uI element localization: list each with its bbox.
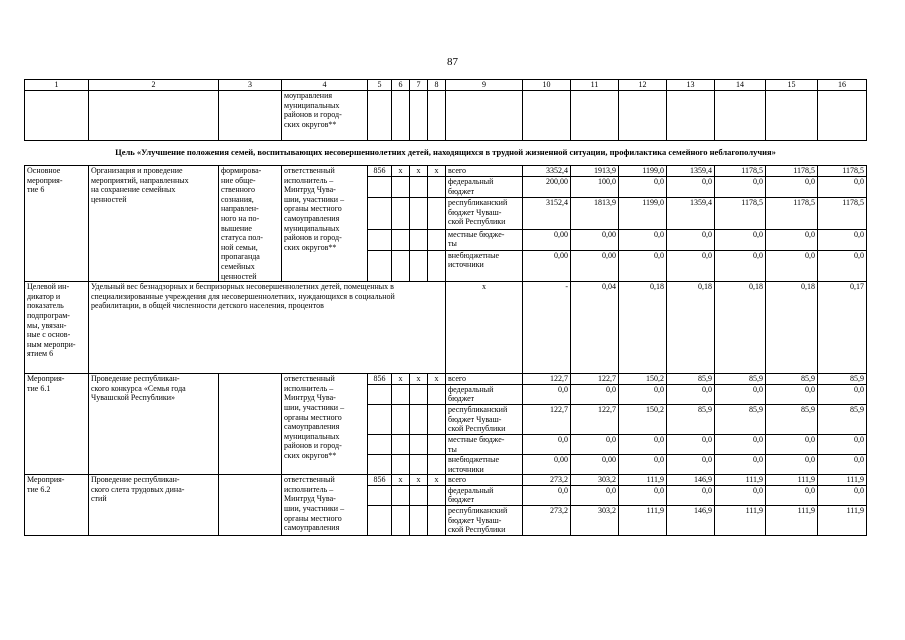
column-number-11: 11 xyxy=(571,80,619,91)
empty-cell xyxy=(392,485,410,505)
empty-cell xyxy=(410,177,428,198)
funding-value: 0,0 xyxy=(667,250,715,281)
funding-value: 0,0 xyxy=(619,485,667,505)
code-x: x xyxy=(410,166,428,177)
funding-value: 0,00 xyxy=(523,455,571,475)
funding-value: 111,9 xyxy=(715,506,766,536)
funding-value: 0,0 xyxy=(619,177,667,198)
funding-value: 122,7 xyxy=(523,404,571,434)
funding-value: 0,0 xyxy=(667,485,715,505)
empty-cell xyxy=(410,485,428,505)
funding-source: республиканский бюджет Чуваш- ской Республики xyxy=(446,198,523,229)
code-x: x xyxy=(428,374,446,385)
funding-value: 122,7 xyxy=(523,374,571,385)
funding-source: всего xyxy=(446,374,523,385)
funding-value: 1359,4 xyxy=(667,198,715,229)
funding-value: 85,9 xyxy=(818,374,867,385)
activity-6-1-name: Проведение республикан- ского конкурса «Семья года Чувашской Республики» xyxy=(89,374,219,475)
empty-cell xyxy=(410,250,428,281)
empty-cell xyxy=(428,485,446,505)
table-row xyxy=(25,141,867,166)
empty-cell xyxy=(428,198,446,229)
empty-cell xyxy=(368,250,392,281)
code-x: x xyxy=(392,166,410,177)
empty-cell xyxy=(428,250,446,281)
empty-cell xyxy=(368,198,392,229)
empty-cell xyxy=(410,229,428,250)
table-row xyxy=(25,80,867,91)
empty-cell xyxy=(392,404,410,434)
empty-cell xyxy=(715,91,766,141)
empty-cell xyxy=(523,91,571,141)
table-row xyxy=(25,475,867,486)
empty-cell xyxy=(410,506,428,536)
funding-value: 0,0 xyxy=(766,229,818,250)
funding-value: 0,0 xyxy=(619,455,667,475)
column-number-7: 7 xyxy=(410,80,428,91)
funding-value: 0,0 xyxy=(818,229,867,250)
funding-value: 111,9 xyxy=(715,475,766,486)
activity-6-name: Организация и проведение мероприятий, направленных на сохранение семейных ценностей xyxy=(89,166,219,282)
column-number-14: 14 xyxy=(715,80,766,91)
empty-cell xyxy=(392,250,410,281)
funding-value: 1178,5 xyxy=(818,166,867,177)
column-number-8: 8 xyxy=(428,80,446,91)
funding-value: 1178,5 xyxy=(715,166,766,177)
funding-value: 0,0 xyxy=(818,434,867,454)
empty-cell xyxy=(619,91,667,141)
funding-value: 0,0 xyxy=(667,434,715,454)
funding-value: 1178,5 xyxy=(766,166,818,177)
funding-value: 0,00 xyxy=(571,455,619,475)
funding-value: 0,0 xyxy=(818,485,867,505)
funding-value: 0,00 xyxy=(571,250,619,281)
grbs-code: 856 xyxy=(368,475,392,486)
code-x: x xyxy=(410,374,428,385)
funding-value: 0,0 xyxy=(571,384,619,404)
indicator-value: 0,18 xyxy=(715,282,766,374)
funding-value: 0,0 xyxy=(715,434,766,454)
code-x: x xyxy=(428,166,446,177)
funding-source: всего xyxy=(446,166,523,177)
funding-value: 111,9 xyxy=(619,506,667,536)
empty-cell xyxy=(428,384,446,404)
funding-value: 0,00 xyxy=(523,229,571,250)
column-number-2: 2 xyxy=(89,80,219,91)
column-number-12: 12 xyxy=(619,80,667,91)
empty-cell xyxy=(368,91,392,141)
column-number-16: 16 xyxy=(818,80,867,91)
funding-value: 273,2 xyxy=(523,475,571,486)
funding-value: 0,0 xyxy=(766,250,818,281)
code-x: x xyxy=(392,374,410,385)
empty-cell xyxy=(428,91,446,141)
funding-value: 0,0 xyxy=(667,177,715,198)
code-x: x xyxy=(392,475,410,486)
funding-value: 122,7 xyxy=(571,404,619,434)
funding-value: 3152,4 xyxy=(523,198,571,229)
funding-value: 0,0 xyxy=(715,250,766,281)
funding-value: 146,9 xyxy=(667,506,715,536)
funding-source: местные бюдже- ты xyxy=(446,434,523,454)
empty-cell xyxy=(410,91,428,141)
column-number-4: 4 xyxy=(282,80,368,91)
empty-cell xyxy=(368,177,392,198)
indicator-value: 0,18 xyxy=(619,282,667,374)
activity-6-1-code: Мероприя- тие 6.1 xyxy=(25,374,89,475)
funding-value: 303,2 xyxy=(571,506,619,536)
funding-value: 0,0 xyxy=(766,455,818,475)
funding-value: 3352,4 xyxy=(523,166,571,177)
funding-value: 0,0 xyxy=(667,384,715,404)
empty-cell xyxy=(368,455,392,475)
code-x: x xyxy=(428,475,446,486)
column-number-1: 1 xyxy=(25,80,89,91)
funding-value: 85,9 xyxy=(667,374,715,385)
funding-value: 0,0 xyxy=(619,250,667,281)
funding-value: 85,9 xyxy=(715,374,766,385)
activity-6-2-goal-link xyxy=(219,475,282,536)
empty-cell xyxy=(25,91,89,141)
activity-6-2-executor: ответственный исполнитель – Минтруд Чува- шии, участники – органы местного самоуправления xyxy=(282,475,368,536)
funding-value: 0,0 xyxy=(571,485,619,505)
funding-value: 150,2 xyxy=(619,374,667,385)
table-row xyxy=(25,374,867,385)
empty-cell xyxy=(667,91,715,141)
funding-value: 146,9 xyxy=(667,475,715,486)
funding-value: 111,9 xyxy=(818,506,867,536)
funding-value: 0,0 xyxy=(818,177,867,198)
empty-cell xyxy=(392,177,410,198)
funding-value: 111,9 xyxy=(766,506,818,536)
empty-cell xyxy=(368,434,392,454)
activity-6-2-code: Мероприя- тие 6.2 xyxy=(25,475,89,536)
executor-cell: моуправления муниципальных районов и город- ских округов** xyxy=(282,91,368,141)
funding-value: 1913,9 xyxy=(571,166,619,177)
empty-cell xyxy=(392,91,410,141)
empty-cell xyxy=(410,404,428,434)
funding-value: 150,2 xyxy=(619,404,667,434)
empty-cell xyxy=(392,198,410,229)
code-x: x xyxy=(410,475,428,486)
indicator-value: 0,18 xyxy=(667,282,715,374)
funding-value: 0,0 xyxy=(619,384,667,404)
page-number: 87 xyxy=(447,56,458,68)
empty-cell xyxy=(392,506,410,536)
funding-value: 200,00 xyxy=(523,177,571,198)
funding-value: 0,0 xyxy=(766,177,818,198)
indicator-text: Удельный вес безнадзорных и беспризорных несовершеннолетних детей, помещенных в специализированные учреждения для несовершеннолетних, нуждающихся в социальной реабилитации, в общей численности детского населения, процентов xyxy=(89,282,446,374)
empty-cell xyxy=(368,404,392,434)
funding-value: 111,9 xyxy=(818,475,867,486)
activity-6-1-executor: ответственный исполнитель – Минтруд Чува- шии, участники – органы местного самоуправления муниципальных районов и город- ских округов** xyxy=(282,374,368,475)
funding-value: 1199,0 xyxy=(619,166,667,177)
empty-cell xyxy=(410,198,428,229)
indicator-value: 0,04 xyxy=(571,282,619,374)
funding-value: 0,0 xyxy=(523,384,571,404)
indicator-value: - xyxy=(523,282,571,374)
funding-source: федеральный бюджет xyxy=(446,384,523,404)
funding-value: 111,9 xyxy=(766,475,818,486)
indicator-label: Целевой ин- дикатор и показатель подпрограм- мы, увязан- ные с основ- ным меропри- ятием 6 xyxy=(25,282,89,374)
funding-value: 303,2 xyxy=(571,475,619,486)
indicator-value: 0,18 xyxy=(766,282,818,374)
empty-cell xyxy=(571,91,619,141)
funding-source: внебюджетные источники xyxy=(446,455,523,475)
goal-title: Цель «Улучшение положения семей, воспитывающих несовершеннолетних детей, находящихся в трудной жизненной ситуации, профилактика семейного неблагополучия» xyxy=(25,141,867,166)
funding-value: 111,9 xyxy=(619,475,667,486)
program-table xyxy=(24,79,867,536)
funding-source: республиканский бюджет Чуваш- ской Республики xyxy=(446,404,523,434)
funding-source: республиканский бюджет Чуваш- ской Республики xyxy=(446,506,523,536)
table-row xyxy=(25,91,867,141)
funding-value: 1178,5 xyxy=(766,198,818,229)
funding-value: 0,0 xyxy=(818,250,867,281)
empty-cell xyxy=(446,91,523,141)
indicator-value: 0,17 xyxy=(818,282,867,374)
column-number-15: 15 xyxy=(766,80,818,91)
funding-value: 0,0 xyxy=(766,384,818,404)
funding-value: 0,0 xyxy=(715,455,766,475)
empty-cell xyxy=(392,384,410,404)
program-table-container xyxy=(24,79,866,536)
funding-value: 273,2 xyxy=(523,506,571,536)
funding-value: 0,0 xyxy=(619,434,667,454)
empty-cell xyxy=(89,91,219,141)
activity-6-goal-link: формирова- ние обще- ственного сознания, направлен- ного на по- вышение статуса пол- ной семьи, пропаганда семейных ценностей xyxy=(219,166,282,282)
funding-value: 0,0 xyxy=(715,229,766,250)
column-number-13: 13 xyxy=(667,80,715,91)
empty-cell xyxy=(428,434,446,454)
funding-value: 0,0 xyxy=(818,455,867,475)
funding-value: 85,9 xyxy=(766,404,818,434)
table-row xyxy=(25,166,867,177)
column-number-3: 3 xyxy=(219,80,282,91)
funding-value: 0,0 xyxy=(667,455,715,475)
funding-value: 0,0 xyxy=(715,485,766,505)
funding-value: 0,0 xyxy=(619,229,667,250)
funding-value: 0,0 xyxy=(523,485,571,505)
funding-value: 85,9 xyxy=(667,404,715,434)
funding-value: 1813,9 xyxy=(571,198,619,229)
empty-cell xyxy=(428,229,446,250)
table-row xyxy=(25,282,867,374)
empty-cell xyxy=(392,455,410,475)
grbs-code: 856 xyxy=(368,374,392,385)
funding-value: 100,0 xyxy=(571,177,619,198)
funding-value: 0,0 xyxy=(523,434,571,454)
empty-cell xyxy=(766,91,818,141)
funding-value: 0,00 xyxy=(523,250,571,281)
column-number-5: 5 xyxy=(368,80,392,91)
empty-cell xyxy=(368,506,392,536)
funding-value: 1359,4 xyxy=(667,166,715,177)
funding-value: 85,9 xyxy=(766,374,818,385)
funding-source: всего xyxy=(446,475,523,486)
funding-source: местные бюдже- ты xyxy=(446,229,523,250)
empty-cell xyxy=(368,384,392,404)
funding-value: 0,00 xyxy=(571,229,619,250)
empty-cell xyxy=(818,91,867,141)
column-number-9: 9 xyxy=(446,80,523,91)
empty-cell xyxy=(368,485,392,505)
funding-value: 0,0 xyxy=(571,434,619,454)
empty-cell xyxy=(392,434,410,454)
empty-cell xyxy=(410,455,428,475)
funding-value: 85,9 xyxy=(715,404,766,434)
empty-cell xyxy=(428,455,446,475)
funding-value: 0,0 xyxy=(818,384,867,404)
empty-cell xyxy=(428,506,446,536)
funding-value: 122,7 xyxy=(571,374,619,385)
empty-cell xyxy=(219,91,282,141)
empty-cell xyxy=(410,434,428,454)
column-number-10: 10 xyxy=(523,80,571,91)
empty-cell xyxy=(428,404,446,434)
activity-6-2-name: Проведение республикан- ского слета трудовых дина- стий xyxy=(89,475,219,536)
funding-value: 0,0 xyxy=(715,177,766,198)
grbs-code: 856 xyxy=(368,166,392,177)
funding-source: федеральный бюджет xyxy=(446,177,523,198)
activity-6-executor: ответственный исполнитель – Минтруд Чува- шии, участники – органы местного самоуправления муниципальных районов и город- ских округов** xyxy=(282,166,368,282)
activity-6-code: Основное мероприя- тие 6 xyxy=(25,166,89,282)
funding-source: федеральный бюджет xyxy=(446,485,523,505)
funding-value: 0,0 xyxy=(667,229,715,250)
funding-value: 85,9 xyxy=(818,404,867,434)
indicator-x: x xyxy=(446,282,523,374)
funding-value: 1199,0 xyxy=(619,198,667,229)
empty-cell xyxy=(368,229,392,250)
empty-cell xyxy=(392,229,410,250)
column-number-6: 6 xyxy=(392,80,410,91)
funding-value: 0,0 xyxy=(766,434,818,454)
funding-source: внебюджетные источники xyxy=(446,250,523,281)
activity-6-1-goal-link xyxy=(219,374,282,475)
funding-value: 0,0 xyxy=(766,485,818,505)
funding-value: 1178,5 xyxy=(818,198,867,229)
empty-cell xyxy=(410,384,428,404)
empty-cell xyxy=(428,177,446,198)
funding-value: 1178,5 xyxy=(715,198,766,229)
funding-value: 0,0 xyxy=(715,384,766,404)
